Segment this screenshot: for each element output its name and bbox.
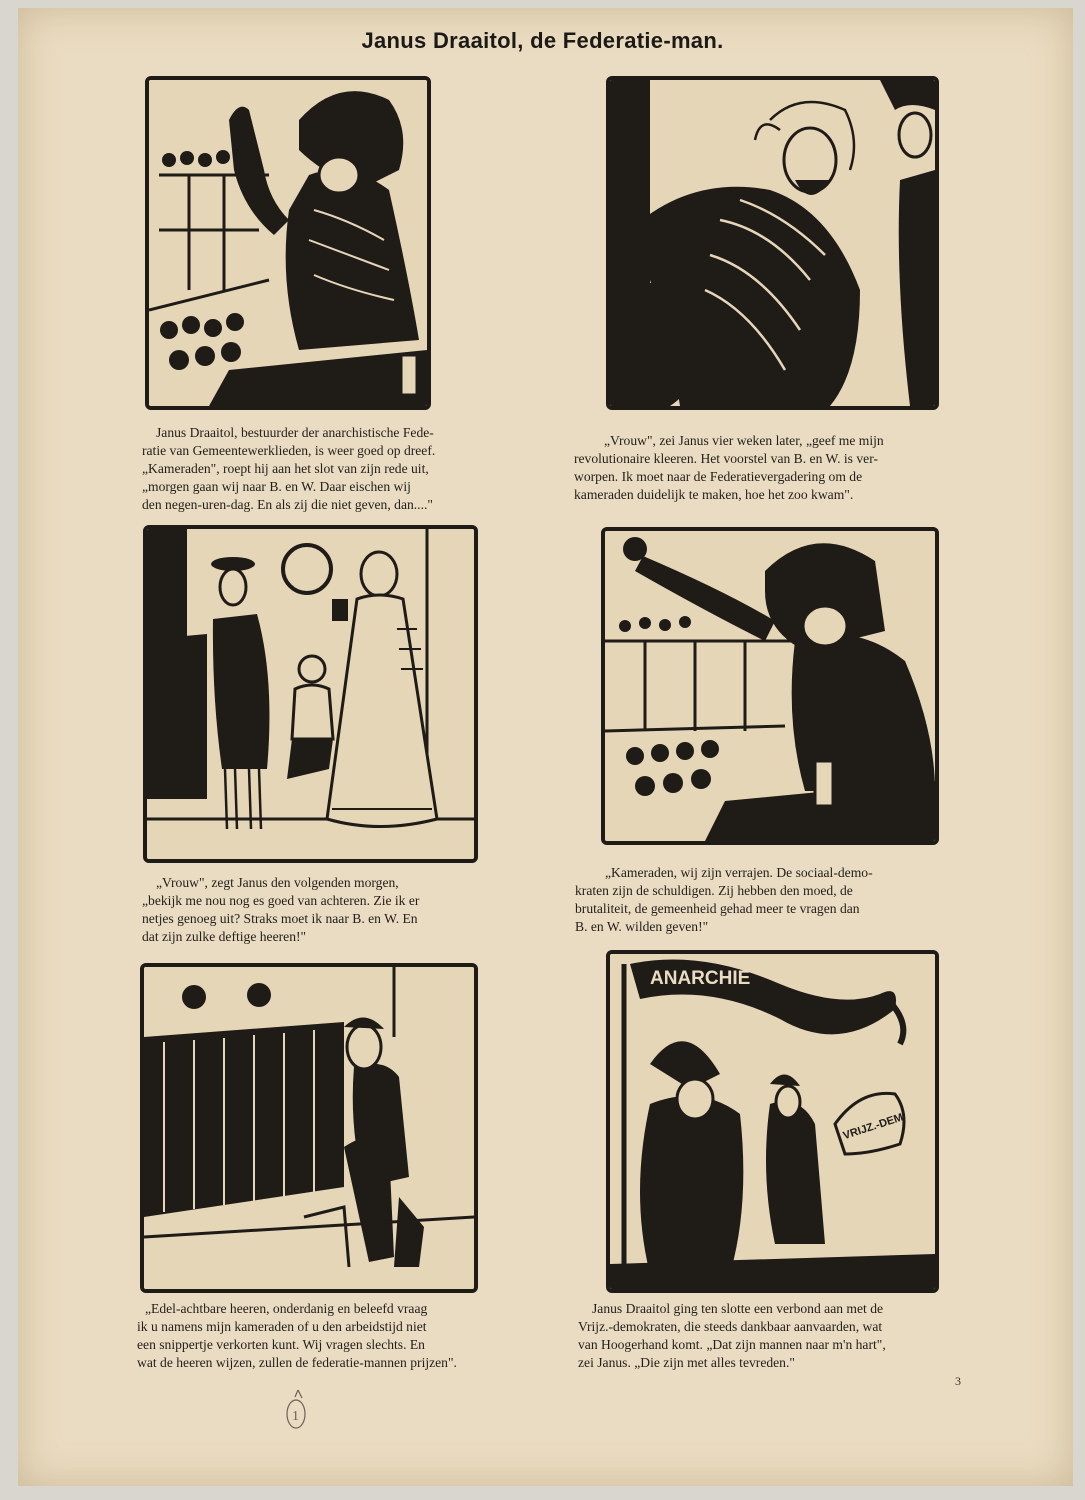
- caption-line: „Vrouw", zei Janus vier weken later, „geef me mijn: [604, 433, 884, 448]
- caption-line: kameraden duidelijk te maken, hoe het zoo kwam".: [574, 487, 854, 502]
- caption-line: ratie van Gemeentewerklieden, is weer goed op dreef.: [142, 443, 436, 458]
- cartoon-illustration-meeting: [605, 531, 935, 841]
- caption-5: [137, 1300, 509, 1372]
- caption-line: dat zijn zulke deftige heeren!": [142, 929, 307, 944]
- caption-line: Janus Draaitol ging ten slotte een verbond aan met de: [592, 1301, 884, 1316]
- cartoon-panel-1: [145, 76, 431, 410]
- caption-line: „Kameraden", roept hij aan het slot van zijn rede uit,: [142, 461, 429, 476]
- cartoon-illustration-family: [147, 529, 474, 859]
- page-title: Janus Draaitol, de Federatie-man.: [361, 28, 724, 53]
- cartoon-panel-6: [606, 950, 939, 1293]
- caption-6: [578, 1300, 966, 1372]
- caption-line: B. en W. wilden geven!": [575, 919, 709, 934]
- caption-line: ik u namens mijn kameraden of u den arbeidstijd niet: [137, 1319, 427, 1334]
- caption-line: „Vrouw", zegt Janus den volgenden morgen,: [156, 875, 399, 890]
- caption-line: netjes genoeg uit? Straks moet ik naar B. en W. En: [142, 911, 418, 926]
- cartoon-illustration-orator: [149, 80, 427, 406]
- page-number: 3: [955, 1374, 961, 1388]
- caption-line: revolutionaire kleeren. Het voorstel van B. en W. is ver-: [574, 451, 878, 466]
- cartoon-panel-4: [601, 527, 939, 845]
- cartoon-panel-3: [143, 525, 478, 863]
- caption-3: [142, 874, 512, 946]
- caption-line: „morgen gaan wij naar B. en W. Daar eischen wij: [142, 479, 411, 494]
- vrijzdem-banner-text: VRIJZ.-DEM: [841, 1111, 905, 1143]
- caption-line: „bekijk me nou nog es goed van achteren. Zie ik er: [142, 893, 420, 908]
- caption-line: „Kameraden, wij zijn verrajen. De sociaal-demo-: [605, 865, 873, 880]
- caption-line: een snippertje verkorten kunt. Wij vragen slechts. En: [137, 1337, 425, 1352]
- pencil-mark-text: 1: [292, 1409, 299, 1424]
- cartoon-illustration-alliance: [610, 954, 935, 1289]
- caption-line: Vrijz.-demokraten, die steeds dankbaar aanvaarden, wat: [578, 1319, 883, 1334]
- caption-1: [142, 424, 508, 514]
- cartoon-illustration-cloaked-man: [610, 80, 935, 406]
- caption-line: van Hoogerhand komt. „Dat zijn mannen naar m'n hart",: [578, 1337, 886, 1352]
- caption-line: worpen. Ik moet naar de Federatievergadering om de: [574, 469, 863, 484]
- cartoon-panel-2: [606, 76, 939, 410]
- caption-line: zei Janus. „Die zijn met alles tevreden.": [578, 1355, 795, 1370]
- caption-line: den negen-uren-dag. En als zij die niet geven, dan....": [142, 497, 433, 512]
- pencil-annotation: [276, 1386, 316, 1430]
- caption-line: wat de heeren wijzen, zullen de federatie-mannen prijzen".: [137, 1355, 457, 1370]
- cartoon-panel-5: [140, 963, 478, 1293]
- cartoon-illustration-kneeling: [144, 967, 474, 1289]
- caption-line: brutaliteit, de gemeenheid gehad meer te vragen dan: [575, 901, 860, 916]
- caption-line: Janus Draaitol, bestuurder der anarchistische Fede-: [156, 425, 434, 440]
- caption-line: „Edel-achtbare heeren, onderdanig en beleefd vraag: [145, 1301, 428, 1316]
- anarchie-banner-text: ANARCHIE: [650, 968, 751, 989]
- caption-4: [575, 864, 967, 936]
- caption-line: kraten zijn de schuldigen. Zij hebben den moed, de: [575, 883, 853, 898]
- caption-2: [574, 432, 974, 504]
